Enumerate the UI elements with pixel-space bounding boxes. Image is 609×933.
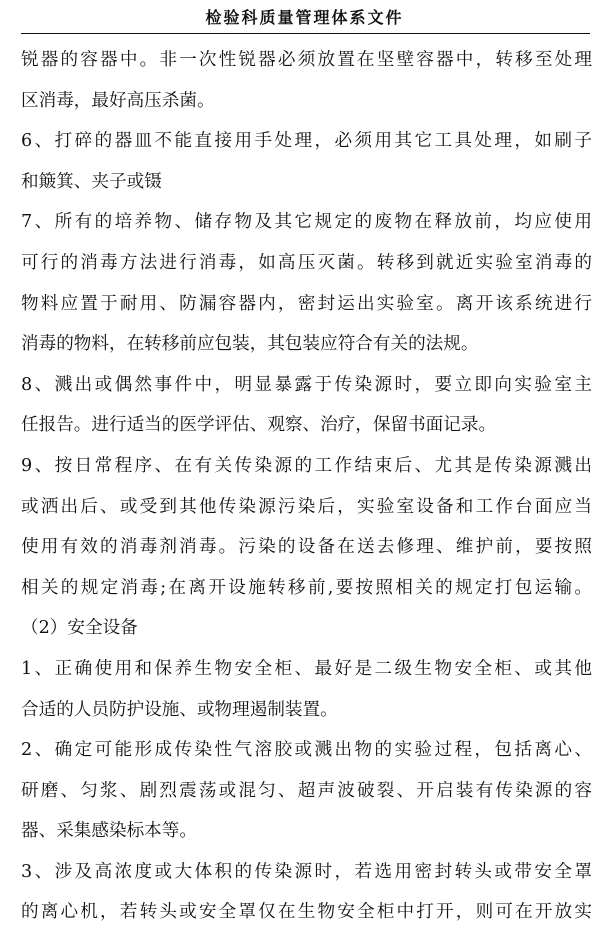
text-line: 3、涉及高浓度或大体积的传染源时，若选用密封转头或带安全罩 xyxy=(21,861,592,882)
document-body xyxy=(21,40,592,933)
header-divider xyxy=(21,33,590,34)
text-line: 2、确定可能形成传染性气溶胶或溅出物的实验过程，包括离心、 xyxy=(21,740,592,761)
text-line: 锐器的容器中。非一次性锐器必须放置在坚壁容器中，转移至处理 xyxy=(21,50,592,70)
text-line: 6、打碎的器皿不能直接用手处理，必须用其它工具处理，如刷子 xyxy=(21,131,592,152)
page-header xyxy=(0,0,609,36)
text-line: 使用有效的消毒剂消毒。污染的设备在送去修理、维护前，要按照 xyxy=(21,537,592,558)
text-line: 1、正确使用和保养生物安全柜、最好是二级生物安全柜、或其他 xyxy=(21,658,592,679)
text-line: 和簸箕、夹子或镊 xyxy=(21,171,162,192)
text-line: 器、采集感染标本等。 xyxy=(21,821,197,842)
page-title: 检验科质量管理体系文件 xyxy=(205,8,404,27)
text-line: （2）安全设备 xyxy=(21,618,138,639)
text-line: 可行的消毒方法进行消毒，如高压灭菌。转移到就近实验室消毒的 xyxy=(21,252,592,273)
text-line: 物料应置于耐用、防漏容器内，密封运出实验室。离开该系统进行 xyxy=(21,293,592,314)
text-line: 的离心机，若转头或安全罩仅在生物安全柜中打开，则可在开放实 xyxy=(21,902,592,923)
text-line: 相关的规定消毒;在离开设施转移前,要按照相关的规定打包运输。 xyxy=(21,577,592,598)
text-line: 研磨、匀浆、剧烈震荡或混匀、超声波破裂、开启装有传染源的容 xyxy=(21,780,592,801)
text-line: 合适的人员防护设施、或物理遏制装置。 xyxy=(21,699,338,720)
text-line: 8、溅出或偶然事件中，明显暴露于传染源时，要立即向实验室主 xyxy=(21,374,592,395)
text-line: 区消毒，最好高压杀菌。 xyxy=(21,90,215,111)
text-line: 9、按日常程序、在有关传染源的工作结束后、尤其是传染源溅出 xyxy=(21,455,592,476)
text-line: 任报告。进行适当的医学评估、观察、治疗，保留书面记录。 xyxy=(21,415,497,436)
text-line: 或洒出后、或受到其他传染源污染后，实验室设备和工作台面应当 xyxy=(21,496,592,517)
text-line: 消毒的物料，在转移前应包装，其包装应符合有关的法规。 xyxy=(21,334,479,355)
text-line: 7、所有的培养物、储存物及其它规定的废物在释放前，均应使用 xyxy=(21,212,592,233)
